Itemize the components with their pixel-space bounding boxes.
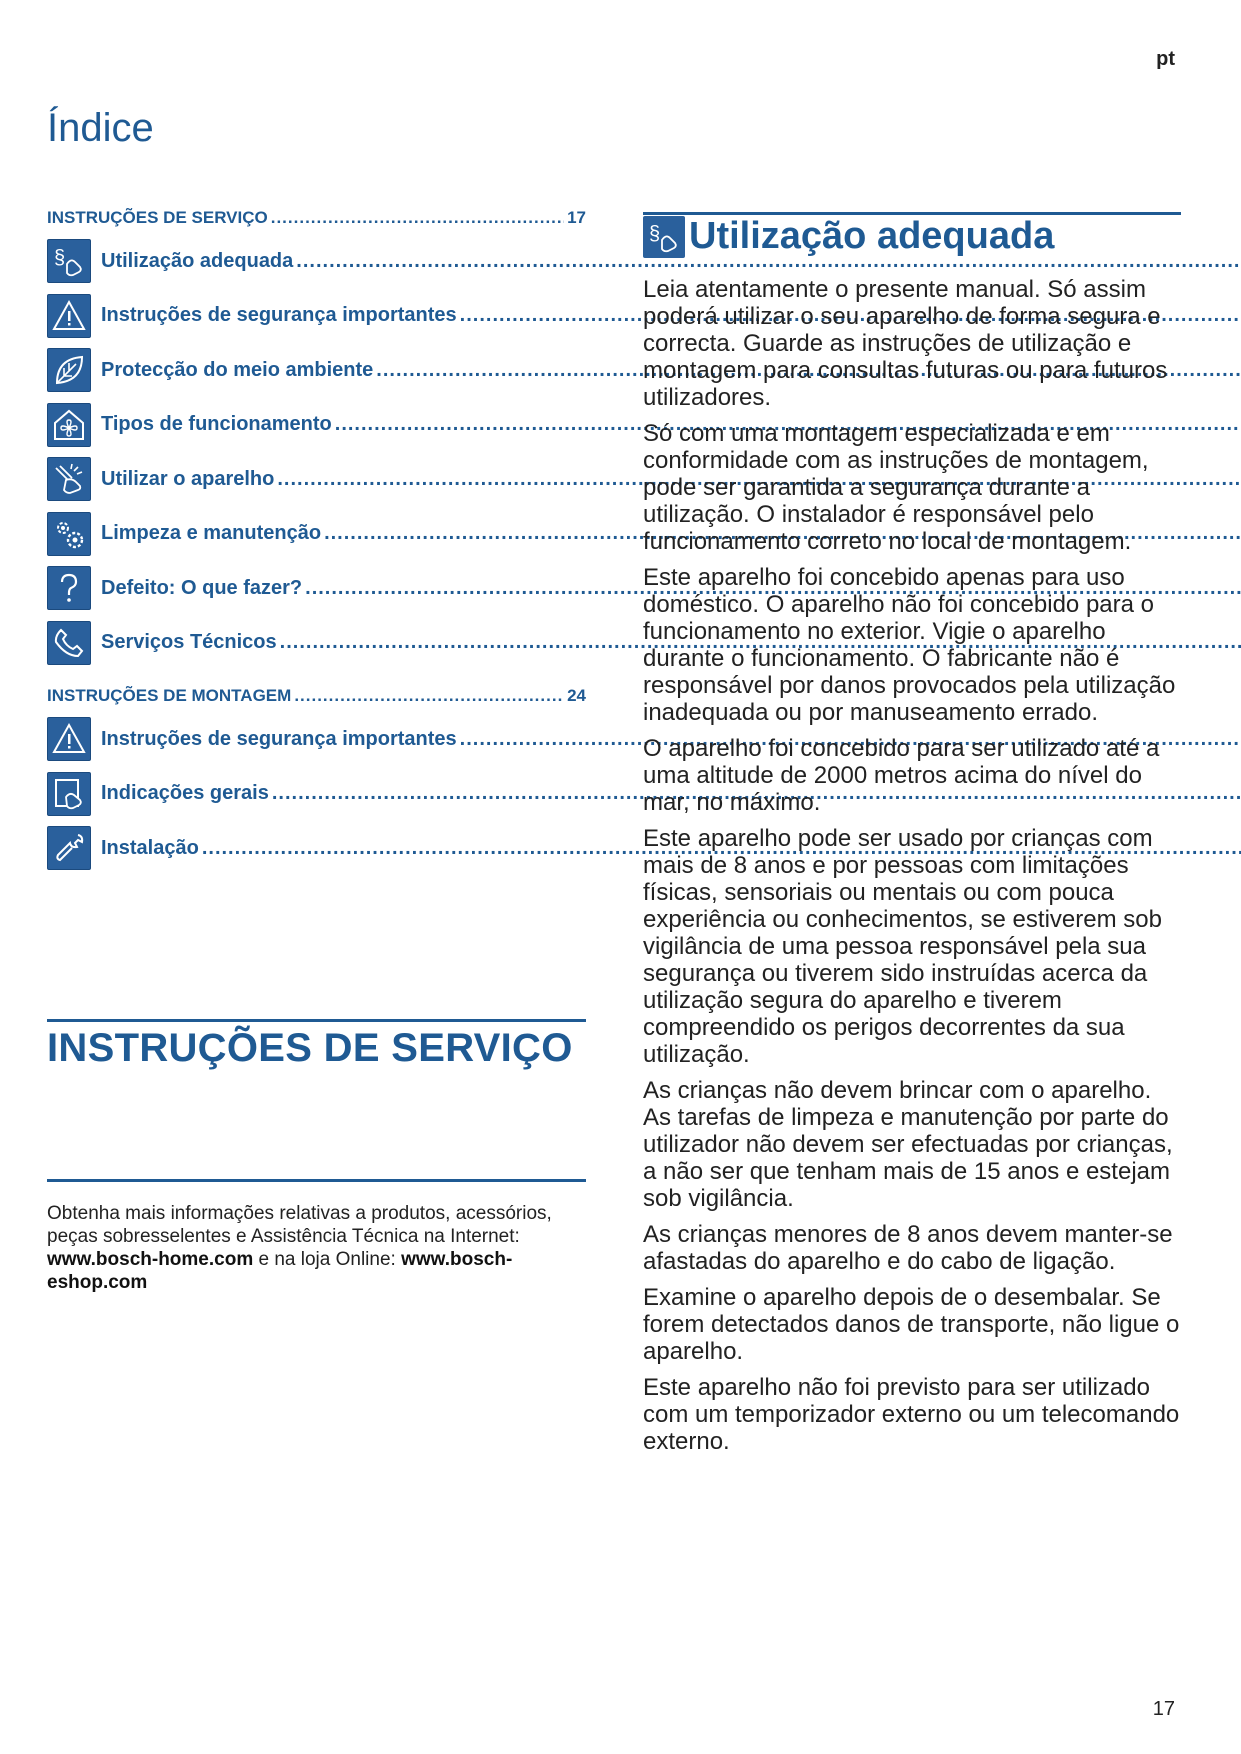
intended-use-title: Utilização adequada [689,215,1055,257]
paragraph-hand-icon [643,216,685,258]
paragraph: Este aparelho foi concebido apenas para uso doméstico. O aparelho não foi concebido para o funcionamento no exterior. Vigie o aparelho durante o funcionamento. O fabricante não é responsável por danos provocados pela utilização inadequada ou por manuseamento errado. [643,564,1176,726]
section-banner [47,1019,586,1071]
toc-item-label: Tipos de funcionamento [101,413,332,436]
toc-item-label: Indicações gerais [101,782,269,805]
toc-section-label: INSTRUÇÕES DE SERVIÇO [47,208,268,227]
warning-triangle-icon [47,717,91,761]
paragraph: Examine o aparelho depois de o desembalar. Se forem detectados danos de transporte, não ligue o aparelho. [643,1284,1180,1365]
intended-use-section [643,212,1181,1464]
toc-item-label: Defeito: O que fazer? [101,576,303,599]
toc-item-label: Instalação [101,836,199,859]
bosch-eshop-link[interactable]: www.bosch-eshop.com [47,1249,513,1293]
wrench-icon [47,826,91,870]
paragraph: As crianças menores de 8 anos devem manter-se afastadas do aparelho e do cabo de ligação. [643,1221,1173,1275]
section-banner-title: INSTRUÇÕES DE SERVIÇO [47,1026,573,1070]
toc-item-safety-instructions[interactable] [47,289,586,344]
paragraph: Leia atentamente o presente manual. Só assim poderá utilizar o seu aparelho de forma segura e correcta. Guarde as instruções de utilização e montagem para consultas futuras ou para futuros utilizadores. [643,276,1168,411]
toc-item-label: Instruções de segurança importantes [101,304,457,327]
svg-text:§: § [649,222,661,245]
paragraph: As crianças não devem brincar com o aparelho. As tarefas de limpeza e manutenção por parte do utilizador não devem ser efectuadas por crianças, a não ser que tenham mais de 15 anos e estejam sob vigilância. [643,1077,1173,1212]
document-hand-icon [47,772,91,816]
toc-item-operating-modes[interactable] [47,398,586,453]
toc-item-label: Protecção do meio ambiente [101,358,374,381]
info-note [47,1179,586,1294]
toc-item-label: Limpeza e manutenção [101,522,322,545]
house-fan-icon [47,403,91,447]
warning-triangle-icon [47,294,91,338]
toc-section-page: 24 [567,686,586,705]
toc-item-installation[interactable] [47,821,586,876]
phone-icon [47,621,91,665]
gears-icon [47,512,91,556]
paragraph: Só com uma montagem especializada e em conformidade com as instruções de montagem, pode ser garantida a segurança durante a utilização. O instalador é responsável pelo funcionamento correto no local de montagem. [643,420,1149,555]
toc-section-assembly[interactable] [47,686,586,712]
toc-section-service[interactable] [47,208,586,234]
toc-item-troubleshooting[interactable] [47,561,586,616]
toc-item-intended-use[interactable] [47,234,586,289]
bosch-home-link[interactable]: www.bosch-home.com [47,1249,254,1270]
info-text-1: Obtenha mais informações relativas a produtos, acessórios, peças sobresselentes e Assistência Técnica na Internet: [47,1203,552,1247]
toc-item-technical-services[interactable] [47,616,586,671]
toc-section-page: 17 [567,208,586,227]
language-code: pt [1156,48,1175,70]
page-title: Índice [47,106,154,150]
toc-item-label: Utilizar o aparelho [101,467,275,490]
paragraph: O aparelho foi concebido para ser utilizado até a uma altitude de 2000 metros acima do nível do mar, no máximo. [643,735,1160,816]
toc-item-assembly-safety[interactable] [47,712,586,767]
toc-section-label: INSTRUÇÕES DE MONTAGEM [47,686,292,705]
table-of-contents [47,208,586,876]
paragraph: Este aparelho não foi previsto para ser utilizado com um temporizador externo ou um telecomando externo. [643,1374,1180,1455]
toc-item-cleaning[interactable] [47,507,586,562]
svg-text:§: § [54,247,66,270]
toc-item-label: Serviços Técnicos [101,631,277,654]
toc-item-use-appliance[interactable] [47,452,586,507]
hand-press-icon [47,457,91,501]
toc-item-label: Utilização adequada [101,249,294,272]
toc-item-environment[interactable] [47,343,586,398]
info-text-2: e na loja Online: [258,1249,396,1270]
intended-use-heading [643,212,1181,258]
page-number: 17 [1152,1698,1175,1720]
question-mark-icon [47,566,91,610]
paragraph: Este aparelho pode ser usado por crianças com mais de 8 anos e por pessoas com limitações físicas, sensoriais ou mentais ou com pouca experiência ou conhecimentos, se estiverem sob vigilância de uma pessoa responsável pela sua segurança ou tiverem sido instruídas acerca da utilização segura do aparelho e tiverem compreendido os perigos decorrentes da sua utilização. [643,825,1162,1068]
paragraph-hand-icon [47,239,91,283]
leaf-icon [47,348,91,392]
toc-item-label: Instruções de segurança importantes [101,727,457,750]
intended-use-body [643,276,1181,1455]
toc-item-general-notes[interactable] [47,767,586,822]
